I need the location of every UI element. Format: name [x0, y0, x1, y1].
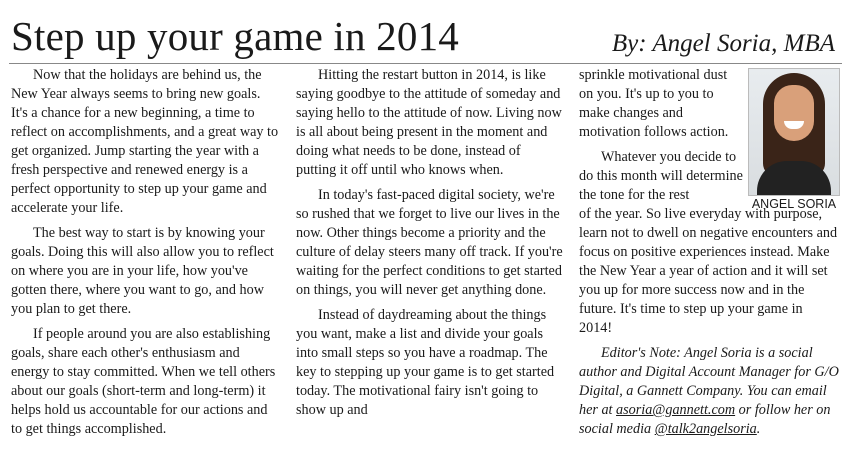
editor-note-text: Editor's Note: Angel Soria is a social author and Digital Account Manager for G/O Digital, a Gannett Company. You can email her at: [579, 345, 839, 418]
header-divider: [9, 63, 842, 64]
paragraph: In today's fast-paced digital society, we're so rushed that we forget to live our lives in the now. Other things become a priority and the culture of delay steers many off track. If you're waiting for the perfect conditions to get started on things, you will never get anything done.: [296, 187, 563, 298]
column-3: [579, 66, 839, 445]
paragraph: Whatever you decide to do this month will determine the tone for the rest of the year. So live everyday with purpose, learn not to dwell on negative encounters and focus on positive experiences instead. Make the New Year a year of action and it will set you up for more success now and in the future. It's time to step up your game in 2014!: [579, 149, 838, 336]
byline: By: Angel Soria, MBA: [611, 30, 835, 57]
column-2: [296, 66, 564, 426]
email-link[interactable]: asoria@gannett.com: [616, 402, 736, 418]
paragraph: If people around you are also establishing goals, share each other's enthusiasm and energy to stay committed. When we tell others about our goals (short-term and long-term) it helps hold us accountable for our actions and to get things accomplished.: [11, 326, 276, 437]
paragraph: The best way to start is by knowing your goals. Doing this will also allow you to reflect on where you are in your life, how you've gotten there, where you want to go, and how you plan to get there.: [11, 225, 274, 317]
editor-note-text: or follow her on social media: [579, 402, 831, 437]
column-1: [11, 66, 279, 445]
social-handle-link[interactable]: @talk2angelsoria: [654, 421, 757, 437]
headline: Step up your game in 2014: [11, 13, 459, 59]
paragraph-continued: sprinkle motivational dust on you. It's up to you to make changes and motivation follows action.: [579, 67, 729, 140]
editor-note-text: .: [756, 421, 761, 437]
paragraph: Instead of daydreaming about the things you want, make a list and divide your goals into small steps so you have a roadmap. The key to stepping up your game is to get started today. The motivational fairy isn't going to show up and: [296, 307, 555, 418]
photo-caption: ANGEL SORIA: [751, 197, 837, 211]
paragraph: Now that the holidays are behind us, the New Year always seems to bring new goals. It's a chance for a new beginning, a time to reflect on accomplishments, and a great way to get organized. Jump starting the year with a fresh perspective and renewed energy is a perfect opportunity to step up your game and accelerate your life.: [11, 67, 279, 216]
editor-note: [579, 344, 839, 439]
paragraph: Hitting the restart button in 2014, is like saying goodbye to the attitude of someday and saying hello to the attitude of now. Living now is all about being present in the moment and doing what needs to be done, instead of putting it off until who knows when.: [296, 67, 562, 178]
